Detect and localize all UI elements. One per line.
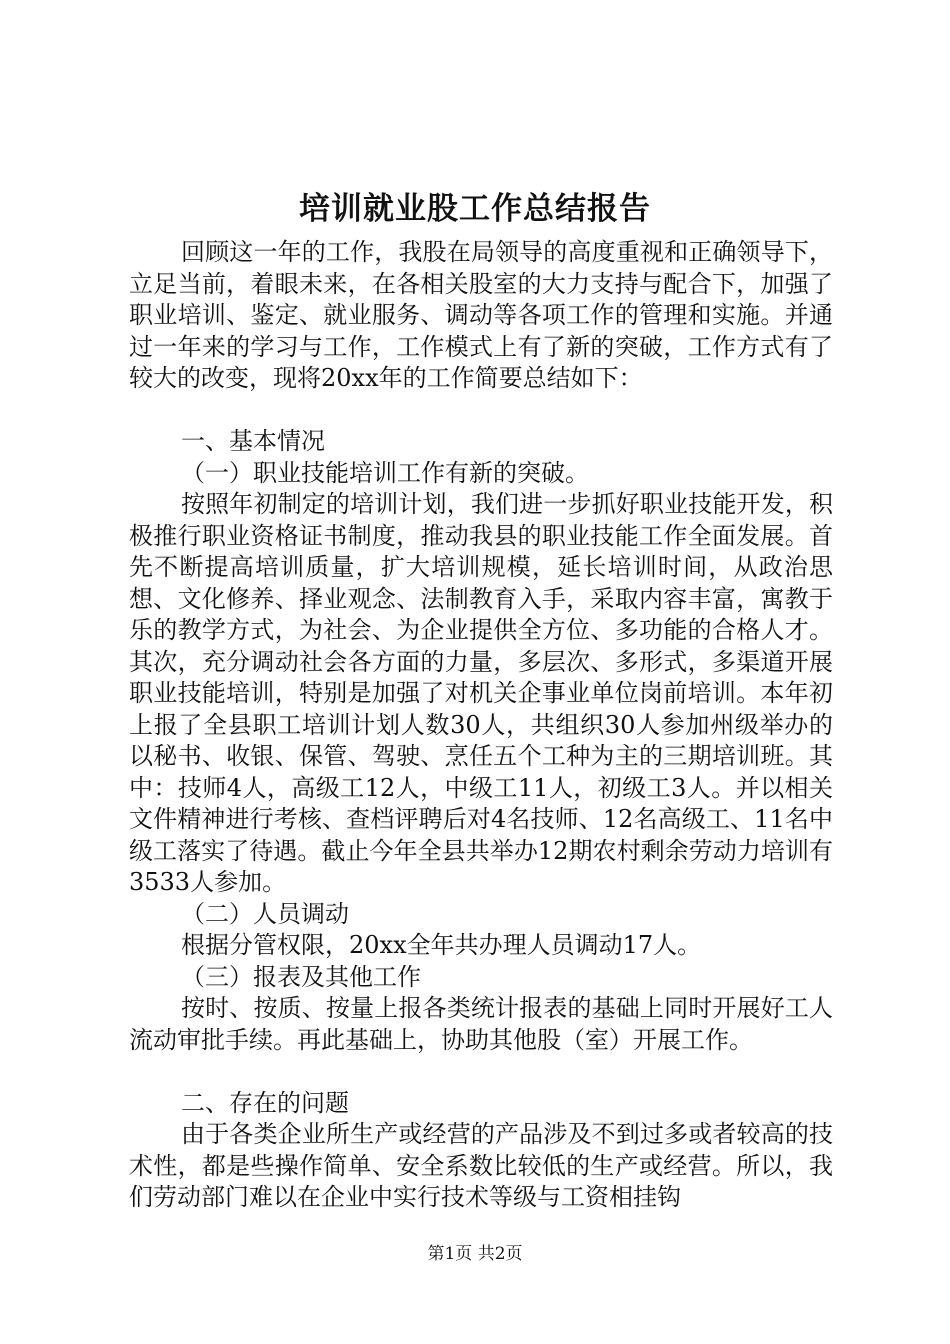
- section1-sub1-paragraph: 按照年初制定的培训计划，我们进一步抓好职业技能开发，积极推行职业资格证书制度，推动我县的职业技能工作全面发展。首先不断提高培训质量，扩大培训规模，延长培训时间，从政治思想、文化修养、择业观念、法制教育入手，采取内容丰富，寓教于乐的教学方式，为社会、为企业提供全方位、多功能的合格人才。其次，充分调动社会各方面的力量，多层次、多形式，多渠道开展职业技能培训，特别是加强了对机关企事业单位岗前培训。本年初上报了全县职工培训计划人数30人，共组织30人参加州级举办的以秘书、收银、保管、驾驶、烹任五个工种为主的三期培训班。其中：技师4人，高级工12人，中级工11人，初级工3人。并以相关文件精神进行考核、查档评聘后对4名技师、12名高级工、11名中级工落实了待遇。截止今年全县共举办12期农村剩余劳动力培训有3533人参加。: [129, 490, 833, 896]
- section2-paragraph: 由于各类企业所生产或经营的产品涉及不到过多或者较高的技术性，都是些操作简单、安全系数比较低的生产或经营。所以，我们劳动部门难以在企业中实行技术等级与工资相挂钩: [129, 1120, 833, 1211]
- section1-heading: 一、基本情况: [181, 427, 325, 455]
- document-title: 培训就业股工作总结报告: [299, 191, 651, 227]
- section2-heading: 二、存在的问题: [181, 1088, 349, 1117]
- section1-sub3-heading: （三）报表及其他工作: [181, 962, 421, 991]
- paragraph-spacer: [129, 1056, 833, 1088]
- section1-sub2-heading: （二）人员调动: [181, 899, 349, 928]
- section1-sub1-heading: （一）职业技能培训工作有新的突破。: [181, 458, 589, 487]
- section1-sub2-paragraph: 根据分管权限，20xx全年共办理人员调动17人。: [181, 931, 702, 959]
- page-footer: 第1页 共2页: [427, 1244, 523, 1264]
- section1-sub3-paragraph: 按时、按质、按量上报各类统计报表的基础上同时开展好工人流动审批手续。再此基础上，协助其他股（室）开展工作。: [129, 994, 833, 1054]
- intro-paragraph: 回顾这一年的工作，我股在局领导的高度重视和正确领导下，立足当前，着眼未来，在各相关股室的大力支持与配合下，加强了职业培训、鉴定、就业服务、调动等各项工作的管理和实施。并通过一年来的学习与工作，工作模式上有了新的突破，工作方式有了较大的改变，现将20xx年的工作简要总结如下：: [129, 238, 833, 392]
- paragraph-spacer: [129, 395, 833, 427]
- document-body: [129, 237, 833, 1214]
